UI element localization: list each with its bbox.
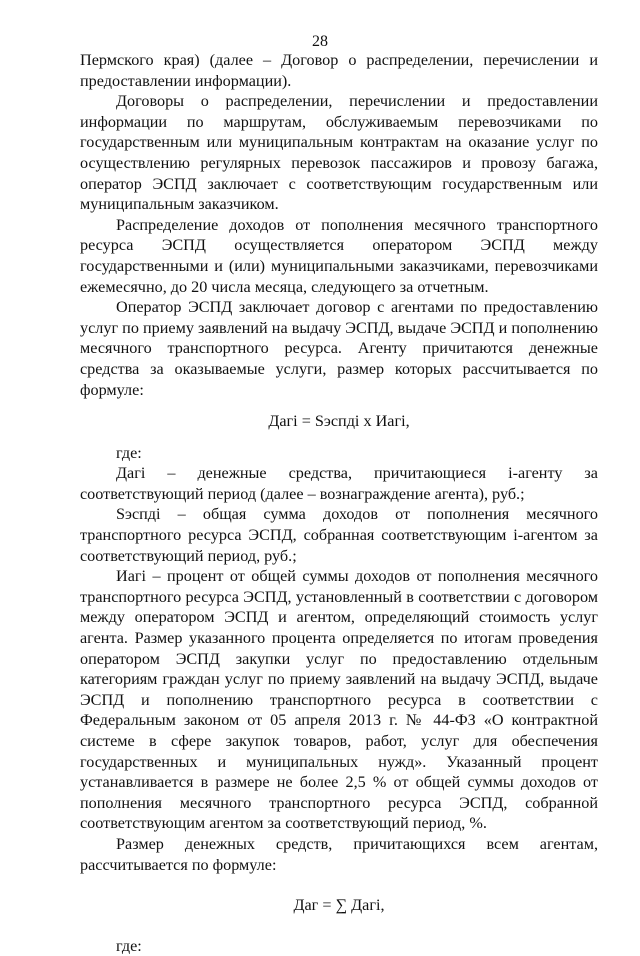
- where-label: где:: [116, 936, 142, 955]
- paragraph-contracts: Договоры о распределении, перечислении и предоставлении информации по маршрутам, обслуживаемым перевозчиками по государственным или муниципальным контрактам на оказание услуг по осуществлению регулярных перевозок пассажиров и провозу багажа, оператор ЭСПД заключает с соответствующим государственным или муниципальным заказчиком.: [80, 92, 598, 214]
- paragraph-revenue-distribution: Распределение доходов от пополнения месячного транспортного ресурса ЭСПД осуществляется оператором ЭСПД между государственными и (или) муниципальными заказчиками, перевозчиками ежемесячно, до 20 числа месяца, следующего за отчетным.: [80, 215, 598, 296]
- definition-sespdi: Sэспді – общая сумма доходов от пополнения месячного транспортного ресурса ЭСПД, собранная соответствующим і-агентом за соответствующий период, руб.;: [80, 505, 598, 565]
- document-body: [80, 50, 598, 956]
- formula-agent-fee: Дагі = Sэспді x Иагі,: [268, 412, 410, 431]
- where-label: где:: [116, 443, 142, 462]
- page-number: 28: [312, 33, 328, 50]
- paragraph-total-agents: Размер денежных средств, причитающихся всем агентам, рассчитывается по формуле:: [80, 834, 598, 874]
- paragraph-continuation: Пермского края) (далее – Договор о распределении, перечислении и предоставлении информации).: [80, 51, 598, 90]
- paragraph-agent-contracts: Оператор ЭСПД заключает договор с агентами по предоставлению услуг по приему заявлений на выдачу ЭСПД, выдаче ЭСПД и пополнению месячного транспортного ресурса. Агенту причитаются денежные средства за оказываемые услуги, размер которых рассчитывается по формуле:: [80, 298, 598, 399]
- formula-total-agent-fee: Даг = ∑ Дагі,: [293, 896, 385, 915]
- definition-iagi: Иагі – процент от общей суммы доходов от пополнения месячного транспортного ресурса ЭСПД, установленный в соответствии с договором между оператором ЭСПД и агентом, определяющий стоимость услуг агента. Размер указанного процента определяется по итогам проведения оператором ЭСПД закупки услуг по предоставлению отдельным категориям граждан услуг по приему заявлений на выдачу ЭСПД, выдаче ЭСПД и пополнению транспортного ресурса в соответствии с Федеральным законом от 05 апреля 2013 г. № 44-ФЗ «О контрактной системе в сфере закупок товаров, работ, услуг для обеспечения государственных и муниципальных нужд». Указанный процент устанавливается в размере не более 2,5 % от общей суммы доходов от пополнения месячного транспортного ресурса ЭСПД, собранной соответствующим агентом за соответствующий период, %.: [80, 567, 598, 833]
- definition-dagi: Дагі – денежные средства, причитающиеся і-агенту за соответствующий период (далее – вознаграждение агента), руб.;: [80, 464, 598, 503]
